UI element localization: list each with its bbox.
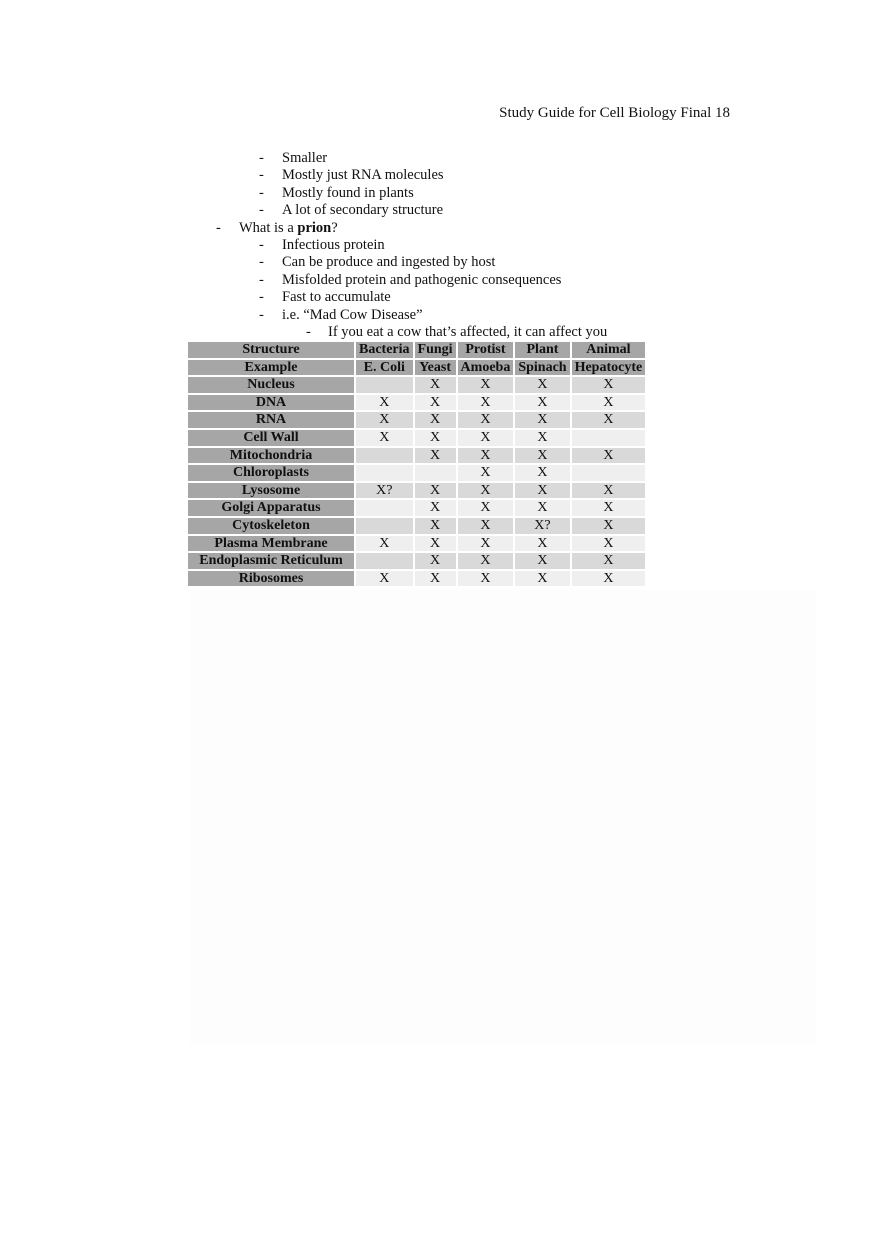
- table-cell: X: [515, 412, 569, 428]
- table-cell: X: [415, 483, 456, 499]
- bullet-item: [0, 202, 880, 219]
- table-cell: X: [458, 430, 514, 446]
- table-row: [188, 500, 645, 516]
- bullet-text: Fast to accumulate: [282, 289, 391, 306]
- bullet-dash: -: [259, 271, 264, 288]
- bullet-dash: -: [259, 306, 264, 323]
- table-cell: X: [458, 465, 514, 481]
- table-cell: X: [572, 518, 646, 534]
- table-cell: X: [458, 518, 514, 534]
- row-header: Mitochondria: [188, 448, 354, 464]
- cell-structure-table: [186, 340, 647, 588]
- example-header: Hepatocyte: [572, 360, 646, 376]
- table-cell: [356, 500, 413, 516]
- table-cell: X: [515, 571, 569, 587]
- table-cell: X: [415, 395, 456, 411]
- bullet-item: [0, 220, 880, 237]
- table-cell: X: [458, 483, 514, 499]
- bullet-item: [0, 185, 880, 202]
- bullet-dash: -: [259, 184, 264, 201]
- table-cell: X?: [515, 518, 569, 534]
- table-cell: [415, 465, 456, 481]
- bullet-dash: -: [306, 323, 311, 340]
- row-header: RNA: [188, 412, 354, 428]
- table-cell: X: [572, 395, 646, 411]
- table-cell: X: [356, 395, 413, 411]
- table-cell: [356, 553, 413, 569]
- table-row: [188, 483, 645, 499]
- bullet-item: [0, 150, 880, 167]
- example-header: Spinach: [515, 360, 569, 376]
- table-cell: X: [458, 412, 514, 428]
- table-row: [188, 465, 645, 481]
- table-cell: X: [458, 500, 514, 516]
- bullet-text: Misfolded protein and pathogenic consequences: [282, 271, 562, 288]
- bullet-dash: -: [259, 289, 264, 306]
- row-header: Ribosomes: [188, 571, 354, 587]
- table-cell: X: [458, 448, 514, 464]
- bullet-dash: -: [259, 236, 264, 253]
- row-header: Lysosome: [188, 483, 354, 499]
- table-cell: [572, 465, 646, 481]
- table-row: [188, 430, 645, 446]
- bullet-text: A lot of secondary structure: [282, 202, 444, 219]
- bullet-text: Mostly just RNA molecules: [282, 167, 444, 184]
- table-cell: X: [415, 448, 456, 464]
- bullet-list: [0, 150, 880, 341]
- table-cell: [356, 448, 413, 464]
- table-cell: X: [515, 448, 569, 464]
- table-cell: [356, 518, 413, 534]
- column-header: Bacteria: [356, 342, 413, 358]
- table-cell: X: [515, 430, 569, 446]
- table-cell: X: [572, 483, 646, 499]
- bullet-text: i.e. “Mad Cow Disease”: [282, 306, 423, 323]
- table-example-row: [188, 360, 645, 376]
- table-cell: X: [572, 377, 646, 393]
- bullet-item: [0, 324, 880, 341]
- bullet-text: Can be produce and ingested by host: [282, 254, 496, 271]
- bullet-text: Smaller: [282, 150, 328, 166]
- table-cell: X: [356, 412, 413, 428]
- table-cell: X: [515, 553, 569, 569]
- example-header: Example: [188, 360, 354, 376]
- page-shade: [190, 590, 816, 1045]
- table-cell: [356, 465, 413, 481]
- table-cell: X: [458, 553, 514, 569]
- table-row: [188, 571, 645, 587]
- table-cell: X: [458, 395, 514, 411]
- table-cell: X: [415, 553, 456, 569]
- row-header: Chloroplasts: [188, 465, 354, 481]
- bullet-dash: -: [259, 254, 264, 271]
- table-cell: X: [458, 377, 514, 393]
- bullet-dash: -: [259, 202, 264, 219]
- page-header: Study Guide for Cell Biology Final 18: [499, 105, 730, 121]
- table-cell: X: [356, 430, 413, 446]
- table-row: [188, 395, 645, 411]
- row-header: Cell Wall: [188, 430, 354, 446]
- table-cell: X: [415, 430, 456, 446]
- table-row: [188, 377, 645, 393]
- row-header: Nucleus: [188, 377, 354, 393]
- column-header: Plant: [515, 342, 569, 358]
- bullet-text: Infectious protein: [282, 236, 385, 253]
- example-header: E. Coli: [356, 360, 413, 376]
- table-cell: X: [415, 536, 456, 552]
- bullet-dash: -: [216, 219, 221, 236]
- bullet-text: Mostly found in plants: [282, 184, 414, 201]
- bullet-dash: -: [259, 150, 264, 166]
- table-cell: [572, 430, 646, 446]
- example-header: Yeast: [415, 360, 456, 376]
- bullet-item: [0, 254, 880, 271]
- table-cell: X: [515, 483, 569, 499]
- table-cell: X: [415, 500, 456, 516]
- row-header: Endoplasmic Reticulum: [188, 553, 354, 569]
- table-cell: X: [458, 536, 514, 552]
- table-row: [188, 412, 645, 428]
- table-cell: X: [515, 500, 569, 516]
- table-cell: X: [356, 536, 413, 552]
- table-cell: X: [415, 571, 456, 587]
- bullet-text: What is a prion?: [239, 219, 338, 236]
- bullet-dash: -: [259, 167, 264, 184]
- table-row: [188, 536, 645, 552]
- table-row: [188, 448, 645, 464]
- example-header: Amoeba: [458, 360, 514, 376]
- table-cell: X: [572, 448, 646, 464]
- table-cell: X: [572, 571, 646, 587]
- row-header: Golgi Apparatus: [188, 500, 354, 516]
- column-header: Structure: [188, 342, 354, 358]
- bullet-item: [0, 272, 880, 289]
- bullet-item: [0, 307, 880, 324]
- table-cell: X?: [356, 483, 413, 499]
- table-cell: X: [572, 553, 646, 569]
- table-cell: X: [515, 465, 569, 481]
- table-cell: X: [415, 412, 456, 428]
- column-header: Animal: [572, 342, 646, 358]
- bullet-item: [0, 289, 880, 306]
- table-row: [188, 518, 645, 534]
- table-header-row: [188, 342, 645, 358]
- table-cell: X: [572, 500, 646, 516]
- table-cell: X: [572, 412, 646, 428]
- column-header: Protist: [458, 342, 514, 358]
- row-header: Plasma Membrane: [188, 536, 354, 552]
- table-cell: X: [415, 518, 456, 534]
- column-header: Fungi: [415, 342, 456, 358]
- table-cell: X: [572, 536, 646, 552]
- table-row: [188, 553, 645, 569]
- table-cell: X: [458, 571, 514, 587]
- table-cell: X: [356, 571, 413, 587]
- bullet-text: If you eat a cow that’s affected, it can affect you: [328, 323, 608, 340]
- row-header: Cytoskeleton: [188, 518, 354, 534]
- table-cell: X: [415, 377, 456, 393]
- bullet-item: [0, 237, 880, 254]
- table-cell: X: [515, 395, 569, 411]
- bullet-item: [0, 167, 880, 184]
- row-header: DNA: [188, 395, 354, 411]
- table-cell: X: [515, 536, 569, 552]
- table-cell: [356, 377, 413, 393]
- table-cell: X: [515, 377, 569, 393]
